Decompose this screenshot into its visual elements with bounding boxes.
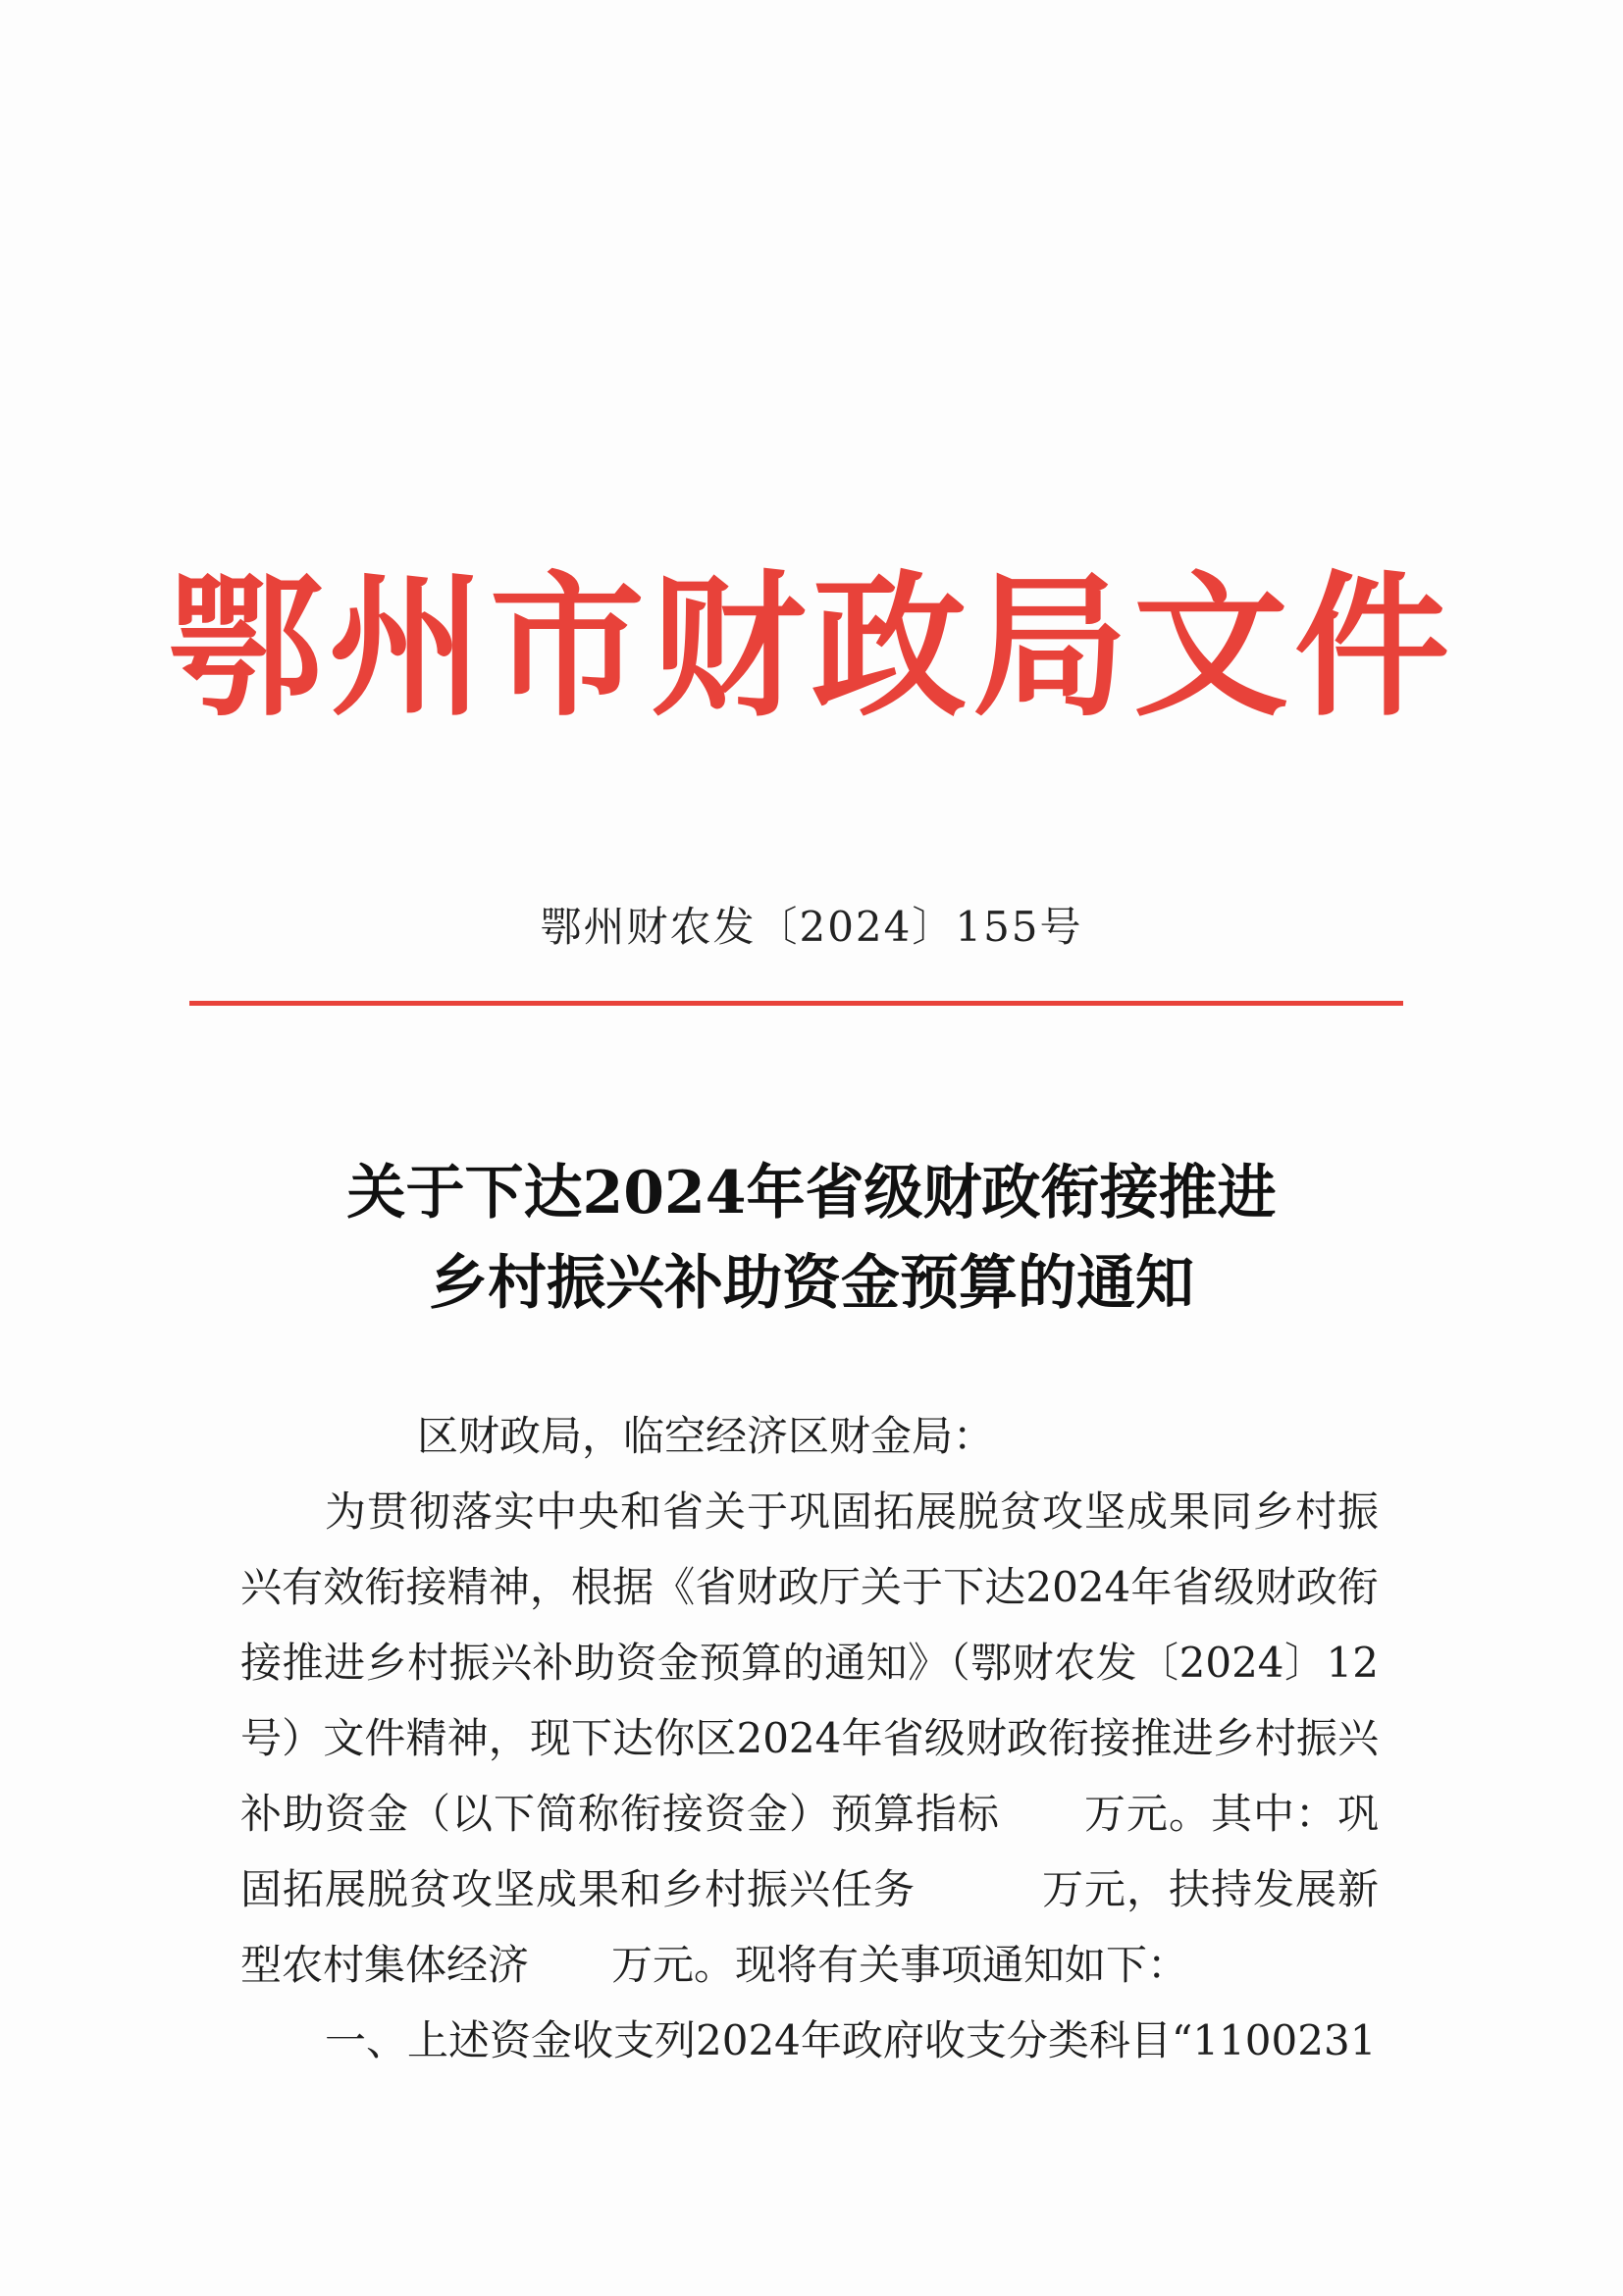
notice-title: [0, 1148, 1623, 1329]
notice-title-line-1: 关于下达2024年省级财政衔接推进: [346, 1159, 1277, 1227]
section-item-1: 一、上述资金收支列2024年政府收支分类科目“1100231: [325, 2016, 1377, 2064]
salutation: 区财政局，临空经济区财金局：: [417, 1412, 995, 1460]
document-number: 鄂州财农发〔2024〕155号: [540, 903, 1083, 951]
red-divider-line: [189, 1001, 1403, 1006]
notice-body: [240, 1398, 1379, 2078]
document-masthead: 鄂州市财政局文件: [168, 557, 1455, 738]
notice-title-line-2: 乡村振兴补助资金预算的通知: [429, 1249, 1194, 1318]
paragraph-intro: 为贯彻落实中央和省关于巩固拓展脱贫攻坚成果同乡村振兴有效衔接精神，根据《省财政厅关于下达2024年省级财政衔接推进乡村振兴补助资金预算的通知》（鄂财农发〔2024〕12号）文件精神，现下达你区2024年省级财政衔接推进乡村振兴补助资金（以下简称衔接资金）预算指标 万元。其中：巩固拓展脱贫攻坚成果和乡村振兴任务 万元，扶持发展新型农村集体经济 万元。现将有关事项通知如下：: [240, 1487, 1379, 1989]
